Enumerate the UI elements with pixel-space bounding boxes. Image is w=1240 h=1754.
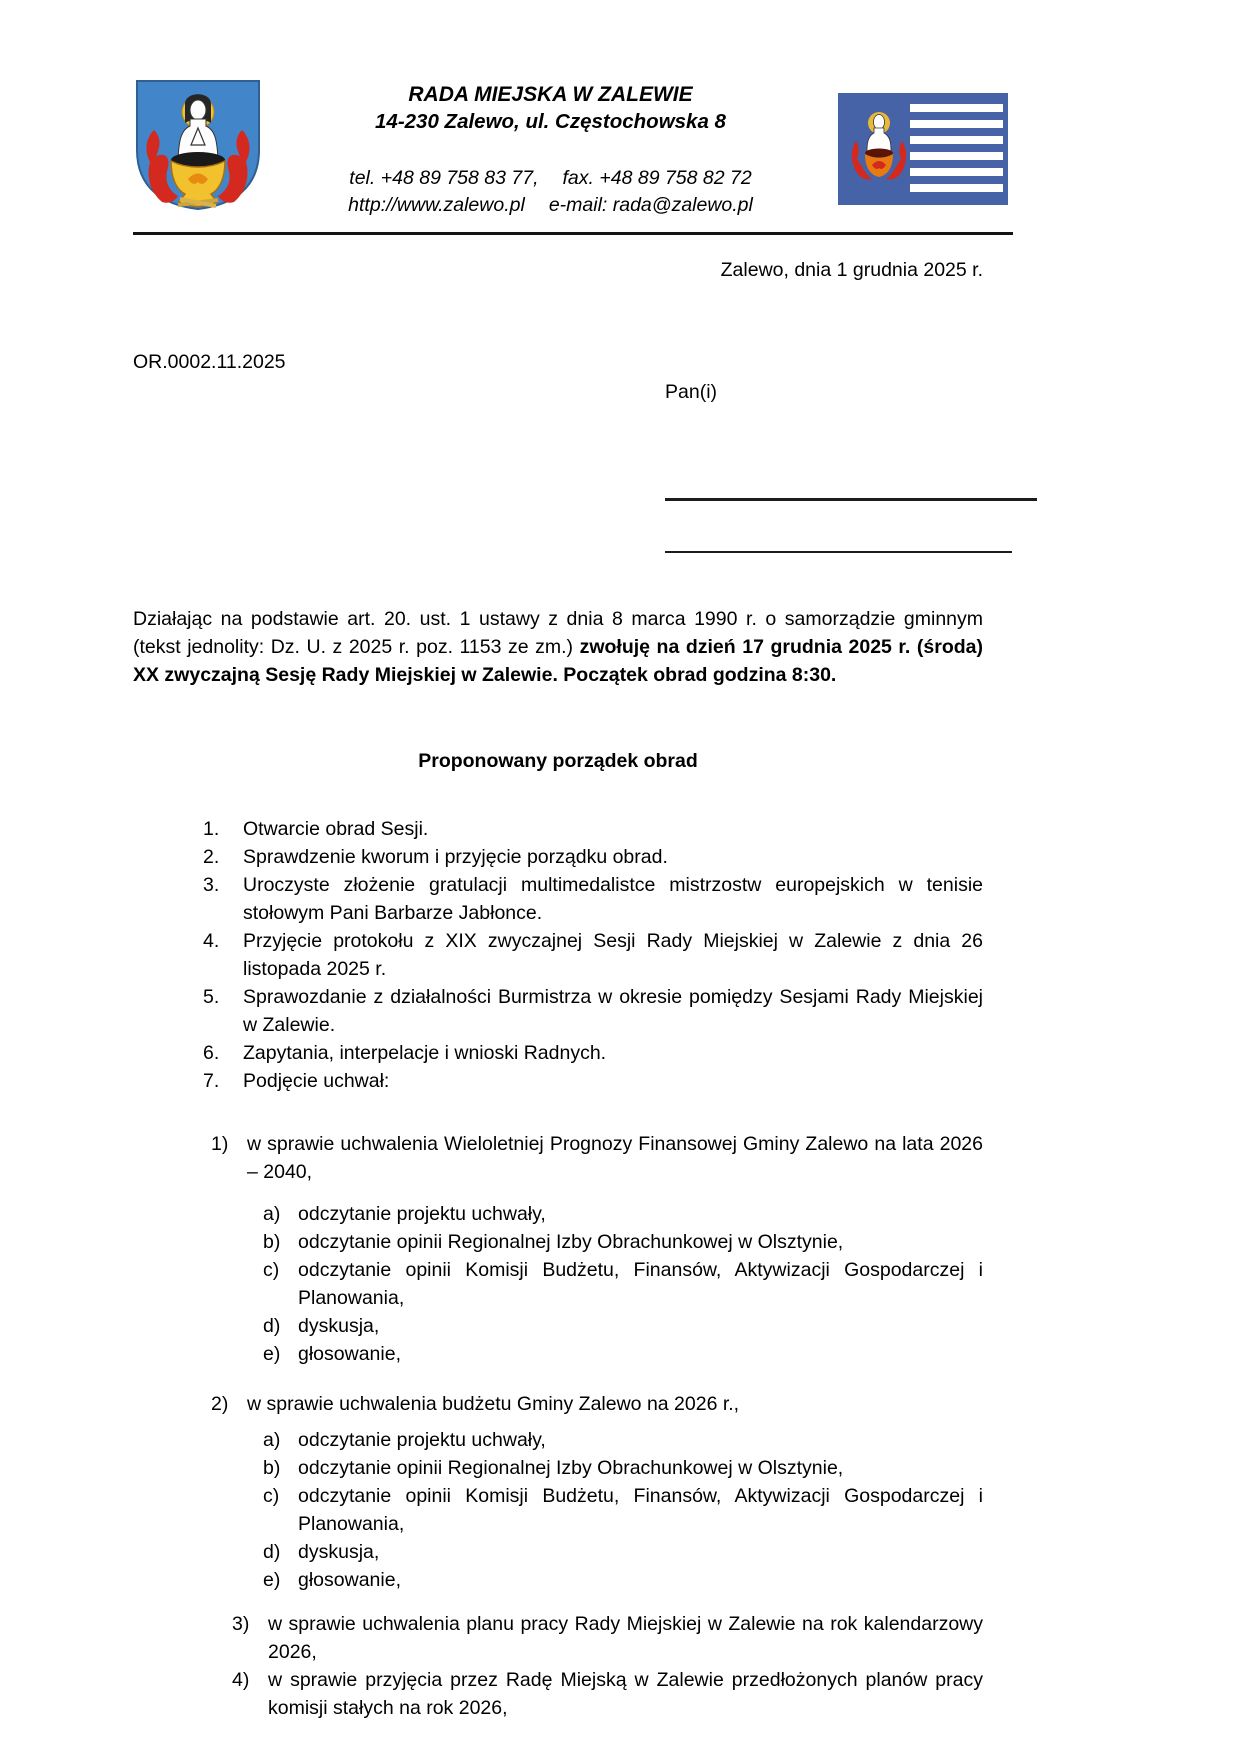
sub-item (263, 1482, 983, 1538)
recipient-address-blank-line (665, 551, 1012, 553)
letterhead-text (263, 78, 838, 219)
header-divider (133, 232, 1013, 235)
sub-item (263, 1340, 983, 1368)
resolution-block (133, 1130, 983, 1368)
resolution-block (133, 1390, 983, 1594)
letterhead (133, 78, 1008, 219)
sub-item (263, 1200, 983, 1228)
resolutions-list (133, 1130, 983, 1722)
resolution-block (133, 1610, 983, 1666)
zalewo-flag-icon (838, 93, 1008, 205)
agenda-item (203, 843, 983, 871)
agenda-item (203, 815, 983, 843)
item-number: 1. (203, 818, 220, 840)
item-number: 3. (203, 874, 220, 896)
item-number: 1) (211, 1133, 229, 1155)
org-tel: tel. +48 89 758 83 77, (349, 167, 539, 189)
item-text: Sprawdzenie kworum i przyjęcie porządku obrad. (243, 846, 668, 868)
item-text: Przyjęcie protokołu z XIX zwyczajnej Sesji Rady Miejskiej w Zalewie z dnia 26 listopada 2025 r. (243, 930, 983, 980)
item-number: a) (263, 1203, 281, 1225)
sub-item (263, 1228, 983, 1256)
item-text: odczytanie opinii Komisji Budżetu, Finansów, Aktywizacji Gospodarczej i Planowania, (298, 1485, 983, 1535)
intro-normal-text: Działając na podstawie art. 20. ust. 1 ustawy z dnia 8 marca 1990 r. o samorządzie gminnym (tekst jednolity: Dz. U. z 2025 r. poz. 1153 ze zm.) (133, 608, 983, 658)
org-fax: fax. +48 89 758 82 72 (562, 167, 752, 189)
sub-item (263, 1566, 983, 1594)
recipient-block (665, 378, 983, 553)
item-number: b) (263, 1457, 281, 1479)
item-number: 7. (203, 1070, 220, 1092)
item-number: 5. (203, 986, 220, 1008)
item-number: d) (263, 1541, 281, 1563)
item-text: Uroczyste złożenie gratulacji multimedalistce mistrzostw europejskich w tenisie stołowym Pani Barbarze Jabłonce. (243, 874, 983, 924)
agenda-title: Proponowany porządek obrad (418, 750, 698, 772)
item-number: b) (263, 1231, 281, 1253)
sub-item (263, 1256, 983, 1312)
item-text: w sprawie uchwalenia planu pracy Rady Miejskiej w Zalewie na rok kalendarzowy 2026, (268, 1613, 983, 1663)
org-name: RADA MIEJSKA W ZALEWIE (408, 83, 693, 106)
intro-bold-text: zwołuję na dzień 17 grudnia 2025 r. (środa) XX zwyczajną Sesję Rady Miejskiej w Zalewie. Początek obrad godzina 8:30. (133, 636, 983, 686)
item-text: dyskusja, (298, 1315, 380, 1337)
item-number: d) (263, 1315, 281, 1337)
item-number: c) (263, 1259, 280, 1281)
item-text: w sprawie uchwalenia Wieloletniej Prognozy Finansowej Gminy Zalewo na lata 2026 – 2040, (247, 1133, 983, 1183)
org-address: 14-230 Zalewo, ul. Częstochowska 8 (375, 110, 726, 133)
item-text: Zapytania, interpelacje i wnioski Radnych. (243, 1042, 607, 1064)
item-text: w sprawie przyjęcia przez Radę Miejską w Zalewie przedłożonych planów pracy komisji stałych na rok 2026, (268, 1669, 983, 1719)
item-number: 6. (203, 1042, 220, 1064)
item-text: odczytanie opinii Regionalnej Izby Obrachunkowej w Olsztynie, (298, 1231, 844, 1253)
sub-item (263, 1454, 983, 1482)
item-text: głosowanie, (298, 1569, 401, 1591)
agenda-item (203, 1067, 983, 1095)
item-number: 3) (232, 1613, 250, 1635)
item-text: odczytanie opinii Komisji Budżetu, Finansów, Aktywizacji Gospodarczej i Planowania, (298, 1259, 983, 1309)
item-text: odczytanie opinii Regionalnej Izby Obrachunkowej w Olsztynie, (298, 1457, 844, 1479)
item-text: odczytanie projektu uchwały, (298, 1203, 546, 1225)
item-number: 4. (203, 930, 220, 952)
agenda-list (133, 815, 983, 1095)
item-text: głosowanie, (298, 1343, 401, 1365)
agenda-item (203, 1039, 983, 1067)
intro-paragraph (133, 605, 983, 689)
org-website: http://www.zalewo.pl (348, 194, 525, 216)
sub-item (263, 1426, 983, 1454)
resolution-item (211, 1390, 983, 1418)
resolution-subitems (133, 1200, 983, 1368)
date-line: Zalewo, dnia 1 grudnia 2025 r. (720, 259, 983, 281)
item-number: 4) (232, 1669, 250, 1691)
reference-number: OR.0002.11.2025 (133, 351, 286, 373)
item-text: Sprawozdanie z działalności Burmistrza w okresie pomiędzy Sesjami Rady Miejskiej w Zalewie. (243, 986, 983, 1036)
resolution-item (232, 1666, 983, 1722)
zalewo-coat-of-arms-icon (133, 78, 263, 212)
resolution-subitems (133, 1426, 983, 1594)
item-text: Podjęcie uchwał: (243, 1070, 390, 1092)
item-text: Otwarcie obrad Sesji. (243, 818, 429, 840)
item-number: c) (263, 1485, 280, 1507)
resolution-item (211, 1130, 983, 1186)
recipient-label: Pan(i) (665, 381, 718, 403)
sub-item (263, 1538, 983, 1566)
agenda-item (203, 927, 983, 983)
resolution-item (232, 1610, 983, 1666)
item-number: e) (263, 1343, 281, 1365)
item-text: w sprawie uchwalenia budżetu Gminy Zalewo na 2026 r., (247, 1393, 740, 1415)
item-number: 2) (211, 1393, 229, 1415)
sub-item (263, 1312, 983, 1340)
agenda-item (203, 871, 983, 927)
recipient-name-blank-line (665, 498, 1037, 501)
item-text: odczytanie projektu uchwały, (298, 1429, 546, 1451)
item-text: dyskusja, (298, 1541, 380, 1563)
resolution-block (133, 1666, 983, 1722)
agenda-item (203, 983, 983, 1039)
org-email: e-mail: rada@zalewo.pl (548, 194, 753, 216)
item-number: e) (263, 1569, 281, 1591)
item-number: 2. (203, 846, 220, 868)
item-number: a) (263, 1429, 281, 1451)
